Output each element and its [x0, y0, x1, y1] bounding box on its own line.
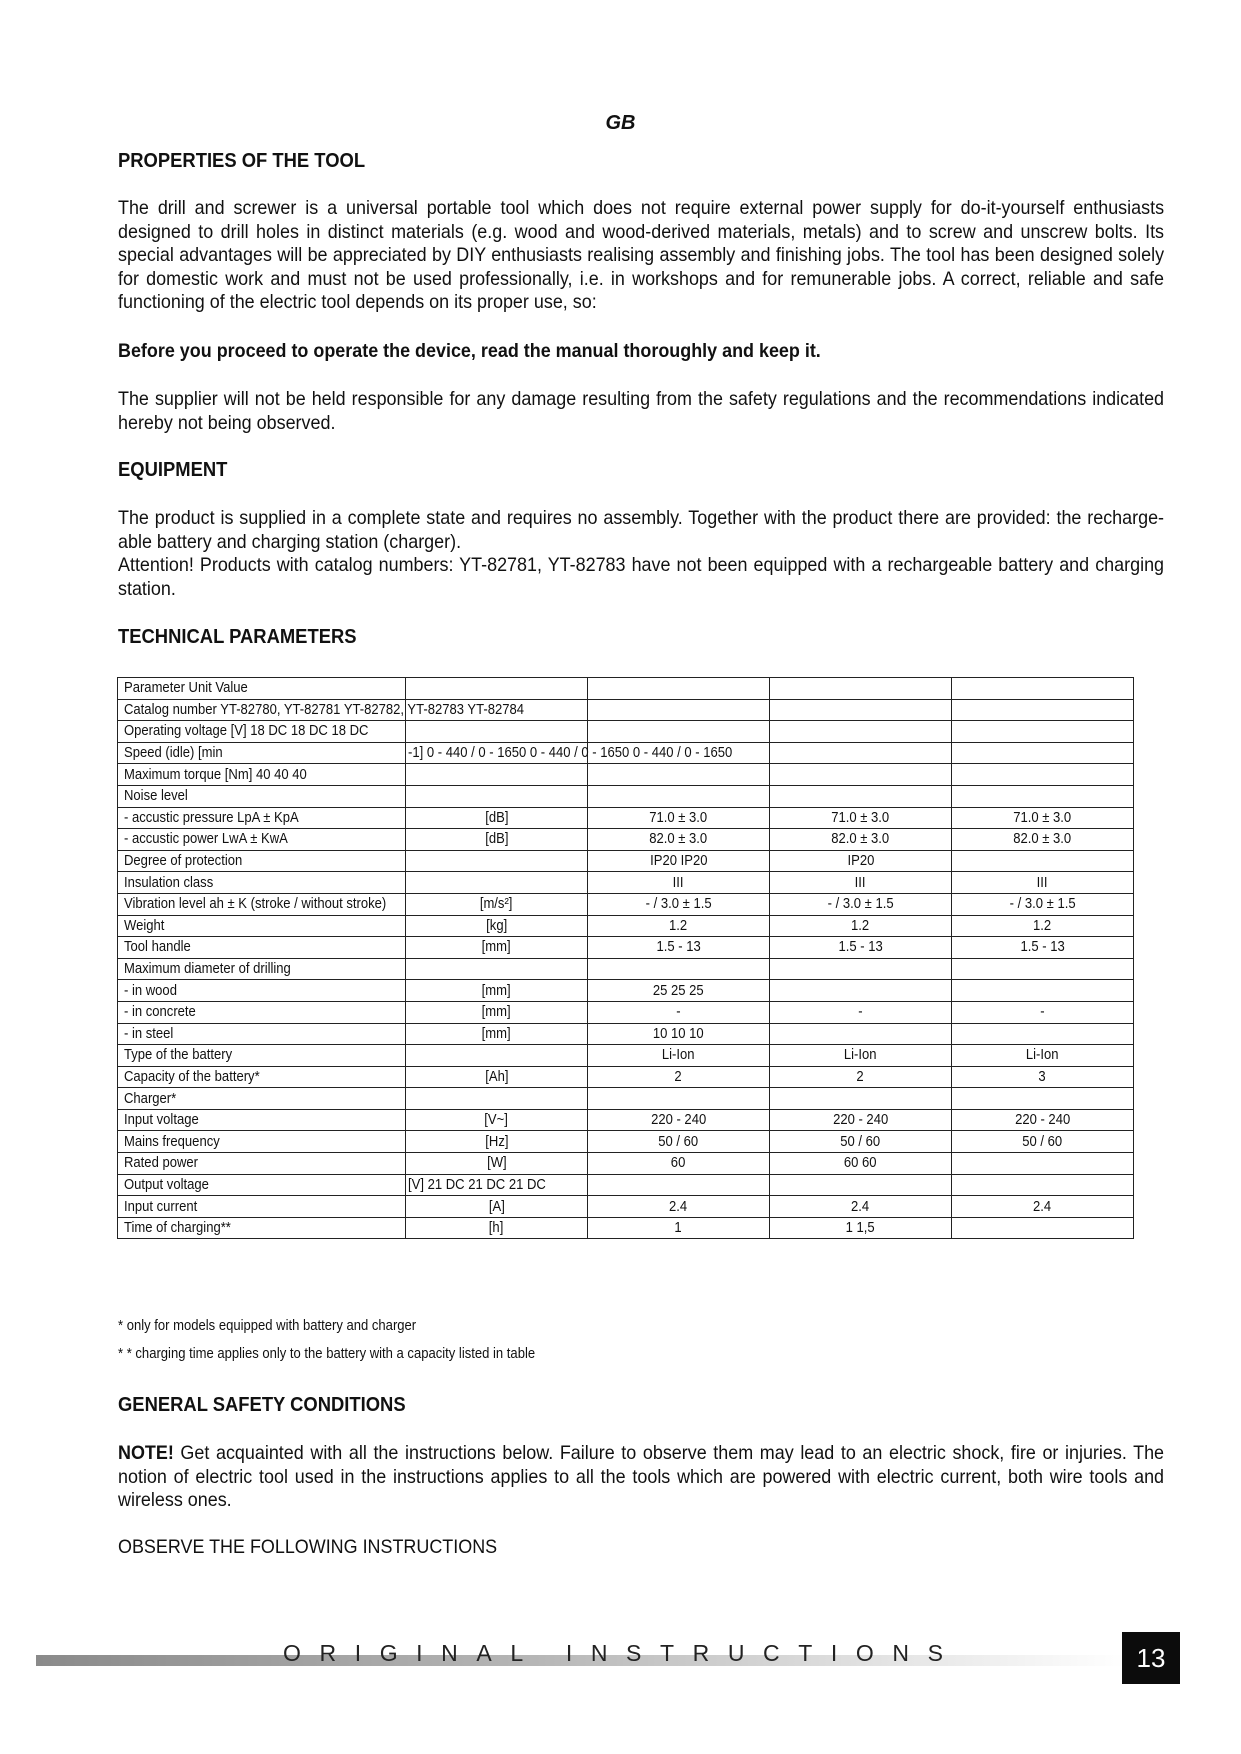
cell-text: [mm]: [482, 1004, 511, 1021]
table-cell-unit: [406, 1131, 588, 1153]
cell-text: [h]: [489, 1220, 504, 1237]
table-cell-v3: [952, 764, 1134, 786]
table-cell-param: [118, 742, 406, 764]
cell-text: Speed (idle) [min: [124, 745, 223, 762]
table-cell-v2: [770, 1153, 952, 1175]
cell-text: -: [676, 1004, 681, 1021]
table-cell-unit: [406, 850, 588, 872]
cell-text: III: [673, 874, 684, 891]
equipment-body: The product is supplied in a complete state and requires no assembly. Together with the product there are provided: the recharge-able battery and charging station (charger).: [118, 507, 1165, 553]
table-row: [118, 1045, 1134, 1067]
table-cell-unit: [406, 1001, 588, 1023]
table-cell-v1: [588, 1045, 770, 1067]
cell-text: 1.5 - 13: [656, 939, 701, 956]
table-cell-param: [118, 678, 406, 700]
footnote-charging-time: * * charging time applies only to the battery with a capacity listed in table: [118, 1346, 536, 1362]
table-cell-v1: [588, 1217, 770, 1239]
table-cell-unit: [406, 678, 588, 700]
table-cell-unit: [406, 764, 588, 786]
cell-text: 1: [674, 1220, 683, 1237]
table-row: [118, 1023, 1134, 1045]
cell-text: 50 / 60: [1022, 1133, 1063, 1150]
table-row: [118, 721, 1134, 743]
table-cell-v3: [952, 1153, 1134, 1175]
cell-text: Rated power: [124, 1155, 198, 1172]
table-cell-v2: [770, 937, 952, 959]
observe-instructions: OBSERVE THE FOLLOWING INSTRUCTIONS: [118, 1536, 498, 1558]
table-cell-param: [118, 1131, 406, 1153]
cell-text: 2.4: [669, 1198, 688, 1215]
heading-technical-parameters: TECHNICAL PARAMETERS: [118, 626, 357, 648]
table-cell-unit: [406, 893, 588, 915]
supplier-disclaimer: The supplier will not be held responsible for any damage resulting from the safety regulations and the recommendations indicated hereby not being observed.: [118, 388, 1165, 434]
table-cell-v1: [588, 785, 770, 807]
cell-text: [kg]: [485, 917, 508, 934]
cell-text: Operating voltage [V] 18 DC 18 DC 18 DC: [124, 723, 369, 740]
cell-text: [Ah]: [484, 1068, 509, 1085]
table-cell-unit: [406, 807, 588, 829]
table-cell-v3: [952, 872, 1134, 894]
cell-text: [dB]: [484, 809, 509, 826]
table-cell-v2: [770, 1109, 952, 1131]
cell-text: -1] 0 - 440 / 0 - 1650 0 - 440 / 0 - 1650 0 - 440 / 0 - 1650: [408, 745, 733, 762]
table-cell-v2: [770, 1066, 952, 1088]
table-cell-v1: [588, 893, 770, 915]
cell-text: Maximum torque [Nm] 40 40 40: [124, 766, 307, 783]
table-cell-unit: [406, 980, 588, 1002]
cell-text: - / 3.0 ± 1.5: [645, 896, 712, 913]
cell-text: Mains frequency: [124, 1133, 220, 1150]
table-cell-v1: [588, 1131, 770, 1153]
table-cell-unit: [406, 937, 588, 959]
table-cell-v2: [770, 893, 952, 915]
table-row: [118, 980, 1134, 1002]
cell-text: 2: [674, 1068, 683, 1085]
cell-text: Time of charging**: [124, 1220, 231, 1237]
table-cell-v1: [588, 807, 770, 829]
table-cell-v1: [588, 699, 770, 721]
cell-text: 71.0 ± 3.0: [649, 809, 708, 826]
cell-text: Weight: [124, 917, 165, 934]
cell-text: 2.4: [851, 1198, 870, 1215]
cell-text: 220 - 240: [832, 1112, 889, 1129]
table-cell-v2: [770, 1131, 952, 1153]
table-cell-v2: [770, 1217, 952, 1239]
table-cell-param: [118, 721, 406, 743]
cell-text: Capacity of the battery*: [124, 1068, 260, 1085]
table-cell-v3: [952, 1174, 1134, 1196]
table-cell-param: [118, 1023, 406, 1045]
table-cell-param: [118, 764, 406, 786]
table-cell-v1: [588, 1174, 770, 1196]
table-cell-v1: [588, 678, 770, 700]
page-number: 13: [1122, 1632, 1180, 1684]
table-row: [118, 1217, 1134, 1239]
cell-text: 2: [856, 1068, 865, 1085]
cell-text: 1.5 - 13: [838, 939, 883, 956]
table-cell-param: [118, 785, 406, 807]
cell-text: [A]: [488, 1198, 505, 1215]
table-row: [118, 1066, 1134, 1088]
table-cell-v2: [770, 1045, 952, 1067]
table-cell-unit: [406, 1109, 588, 1131]
table-row: [118, 699, 1134, 721]
table-cell-v2: [770, 1001, 952, 1023]
table-row: [118, 872, 1134, 894]
table-cell-v3: [952, 742, 1134, 764]
cell-text: 82.0 ± 3.0: [1013, 831, 1072, 848]
table-cell-v2: [770, 850, 952, 872]
cell-text: - accustic pressure LpA ± KpA: [124, 809, 299, 826]
table-cell-v2: [770, 1088, 952, 1110]
cell-text: Type of the battery: [124, 1047, 233, 1064]
table-cell-param: [118, 980, 406, 1002]
table-cell-v2: [770, 829, 952, 851]
table-cell-v3: [952, 699, 1134, 721]
table-cell-v3: [952, 1023, 1134, 1045]
cell-text: Input current: [124, 1198, 198, 1215]
table-cell-v2: [770, 785, 952, 807]
footer-original-instructions: ORIGINAL INSTRUCTIONS: [283, 1640, 962, 1666]
table-cell-param: [118, 1088, 406, 1110]
cell-text: -: [858, 1004, 863, 1021]
table-cell-param: [118, 829, 406, 851]
table-cell-v3: [952, 958, 1134, 980]
cell-text: Input voltage: [124, 1112, 199, 1129]
table-cell-v1: [588, 829, 770, 851]
table-cell-v1: [588, 850, 770, 872]
table-cell-param: [118, 1045, 406, 1067]
cell-text: Charger*: [124, 1090, 177, 1107]
table-cell-unit: [406, 1066, 588, 1088]
equipment-attention: Attention! Products with catalog numbers: YT-82781, YT-82783 have not been equipped with a rechargeable battery and charging station.: [118, 554, 1165, 600]
table-cell-param: [118, 893, 406, 915]
table-cell-unit: [406, 829, 588, 851]
cell-text: - in wood: [124, 982, 177, 999]
table-cell-param: [118, 1196, 406, 1218]
cell-text: [mm]: [482, 1025, 511, 1042]
table-cell-v3: [952, 678, 1134, 700]
table-cell-unit: [406, 742, 733, 764]
cell-text: [W]: [486, 1155, 507, 1172]
table-cell-param: [118, 1066, 406, 1088]
table-cell-unit: [406, 785, 588, 807]
table-cell-v2: [770, 699, 952, 721]
table-cell-v3: [952, 829, 1134, 851]
table-row: [118, 1109, 1134, 1131]
cell-text: [V] 21 DC 21 DC 21 DC: [408, 1176, 546, 1193]
table-cell-unit: [406, 958, 588, 980]
note-label: NOTE!: [118, 1442, 174, 1464]
table-cell-v2: [770, 915, 952, 937]
cell-text: [dB]: [484, 831, 509, 848]
table-cell-v1: [588, 958, 770, 980]
cell-text: 1.2: [851, 917, 870, 934]
table-cell-v1: [588, 872, 770, 894]
heading-general-safety: GENERAL SAFETY CONDITIONS: [118, 1394, 406, 1416]
cell-text: Tool handle: [124, 939, 191, 956]
table-cell-unit: [406, 1023, 588, 1045]
table-cell-v2: [770, 1174, 952, 1196]
cell-text: 71.0 ± 3.0: [1013, 809, 1072, 826]
table-cell-v3: [952, 1045, 1134, 1067]
table-row: [118, 764, 1134, 786]
table-cell-param: [118, 915, 406, 937]
table-cell-unit: [406, 872, 588, 894]
cell-text: Catalog number YT-82780, YT-82781 YT-82782, YT-82783 YT-82784: [124, 701, 525, 718]
cell-text: - in steel: [124, 1025, 174, 1042]
table-cell-param: [118, 958, 406, 980]
cell-text: 50 / 60: [658, 1133, 699, 1150]
table-cell-param: [118, 850, 406, 872]
cell-text: 1.2: [1033, 917, 1052, 934]
table-cell-v2: [770, 1023, 952, 1045]
table-cell-param: [118, 1217, 406, 1239]
table-cell-unit: [406, 1088, 588, 1110]
heading-equipment: EQUIPMENT: [118, 459, 228, 481]
table-cell-v1: [588, 1196, 770, 1218]
cell-text: 220 - 240: [650, 1112, 707, 1129]
table-cell-v3: [952, 1109, 1134, 1131]
table-cell-param: [118, 1001, 406, 1023]
cell-text: Vibration level ah ± K (stroke / without stroke): [124, 896, 387, 913]
table-cell-param: [118, 937, 406, 959]
table-cell-v2: [770, 807, 952, 829]
table-cell-v1: [588, 1023, 770, 1045]
cell-text: - accustic power LwA ± KwA: [124, 831, 288, 848]
cell-text: 1.5 - 13: [1020, 939, 1065, 956]
table-row: [118, 807, 1134, 829]
cell-text: 220 - 240: [1014, 1112, 1071, 1129]
cell-text: [m/s²]: [480, 896, 513, 913]
cell-text: 82.0 ± 3.0: [649, 831, 708, 848]
table-cell-v3: [952, 893, 1134, 915]
table-cell-v1: [588, 980, 770, 1002]
table-cell-v2: [770, 678, 952, 700]
cell-text: Insulation class: [124, 874, 214, 891]
table-row: [118, 915, 1134, 937]
table-cell-v1: [588, 915, 770, 937]
table-cell-unit: [406, 1045, 588, 1067]
cell-text: Output voltage: [124, 1176, 209, 1193]
cell-text: Li-Ion: [662, 1047, 695, 1064]
table-cell-v3: [952, 1217, 1134, 1239]
cell-text: 10 10 10: [653, 1025, 704, 1042]
table-row: [118, 937, 1134, 959]
cell-text: Noise level: [124, 788, 188, 805]
cell-text: 82.0 ± 3.0: [831, 831, 890, 848]
table-cell-v2: [770, 764, 952, 786]
table-row: [118, 1001, 1134, 1023]
table-cell-v3: [952, 721, 1134, 743]
cell-text: 60: [671, 1155, 686, 1172]
cell-text: IP20: [847, 853, 874, 870]
table-cell-unit: [406, 1174, 588, 1196]
table-cell-v3: [952, 807, 1134, 829]
cell-text: 50 / 60: [840, 1133, 881, 1150]
table-cell-unit: [406, 721, 588, 743]
table-row: [118, 893, 1134, 915]
cell-text: Li-Ion: [1026, 1047, 1059, 1064]
cell-text: Li-Ion: [844, 1047, 877, 1064]
table-cell-v3: [952, 1196, 1134, 1218]
heading-properties: PROPERTIES OF THE TOOL: [118, 150, 366, 172]
cell-text: IP20 IP20: [649, 853, 708, 870]
language-code: GB: [605, 112, 636, 134]
footnote-charger: * only for models equipped with battery and charger: [118, 1318, 417, 1334]
table-cell-v1: [588, 764, 770, 786]
table-cell-v3: [952, 850, 1134, 872]
table-cell-unit: [406, 1196, 588, 1218]
table-row: [118, 1088, 1134, 1110]
cell-text: Degree of protection: [124, 853, 243, 870]
table-cell-param: [118, 1174, 406, 1196]
table-cell-v2: [770, 958, 952, 980]
cell-text: Parameter Unit Value: [124, 680, 248, 697]
table-cell-param: [118, 699, 525, 721]
table-row: [118, 958, 1134, 980]
table-cell-v3: [952, 980, 1134, 1002]
table-cell-v1: [588, 721, 770, 743]
cell-text: Maximum diameter of drilling: [124, 961, 291, 978]
cell-text: 25 25 25: [653, 982, 704, 999]
table-cell-unit: [406, 915, 588, 937]
cell-text: 2.4: [1033, 1198, 1052, 1215]
cell-text: 71.0 ± 3.0: [831, 809, 890, 826]
table-cell-param: [118, 807, 406, 829]
note-body: Get acquainted with all the instructions below. Failure to observe them may lead to an electric shock, fire or injuries. The notion of electric tool used in the instructions applies to all the tools which are powered with electric current, both wire tools and wireless ones.: [118, 1442, 1165, 1511]
cell-text: [mm]: [482, 939, 511, 956]
cell-text: [Hz]: [484, 1133, 509, 1150]
table-cell-v3: [952, 1066, 1134, 1088]
table-cell-v1: [588, 1001, 770, 1023]
properties-body: The drill and screwer is a universal portable tool which does not require external power supply for do-it-yourself enthusiasts designed to drill holes in distinct materials (e.g. wood and wood-derived materials, metals) and to screw and unscrew bolts. Its special advantages will be appreciated by DIY enthusiasts realising assembly and finishing jobs. The tool has been designed solely for domestic work and must not be used professionally, i.e. in workshops and for remunerable jobs. A correct, reliable and safe functioning of the electric tool depends on its proper use, so:: [118, 197, 1165, 313]
cell-text: III: [855, 874, 866, 891]
table-cell-v2: [770, 1196, 952, 1218]
table-cell-v3: [952, 785, 1134, 807]
table-cell-unit: [406, 1153, 588, 1175]
cell-text: 60 60: [844, 1155, 877, 1172]
table-cell-v3: [952, 1131, 1134, 1153]
safety-note: [118, 1442, 1164, 1513]
table-cell-v2: [770, 980, 952, 1002]
table-cell-unit: [406, 1217, 588, 1239]
table-cell-param: [118, 1109, 406, 1131]
cell-text: 1.2: [669, 917, 688, 934]
table-row: [118, 742, 1134, 764]
table-cell-v2: [770, 872, 952, 894]
cell-text: [V~]: [484, 1112, 509, 1129]
table-cell-v1: [588, 1088, 770, 1110]
table-cell-v2: [770, 721, 952, 743]
table-row: [118, 1131, 1134, 1153]
table-row: [118, 1174, 1134, 1196]
table-cell-v2: [770, 742, 952, 764]
technical-parameters-table: [117, 677, 1134, 1239]
cell-text: 1 1,5: [845, 1220, 876, 1237]
table-cell-v1: [588, 1066, 770, 1088]
table-cell-v3: [952, 937, 1134, 959]
table-row: [118, 678, 1134, 700]
table-row: [118, 1196, 1134, 1218]
table-cell-v3: [952, 1001, 1134, 1023]
manual-warning: Before you proceed to operate the device, read the manual thoroughly and keep it.: [118, 340, 821, 362]
table-row: [118, 785, 1134, 807]
table-cell-v1: [588, 937, 770, 959]
table-cell-param: [118, 872, 406, 894]
table-row: [118, 829, 1134, 851]
table-cell-param: [118, 1153, 406, 1175]
cell-text: III: [1037, 874, 1048, 891]
cell-text: - in concrete: [124, 1004, 196, 1021]
cell-text: -: [1040, 1004, 1045, 1021]
cell-text: 3: [1038, 1068, 1047, 1085]
cell-text: - / 3.0 ± 1.5: [1009, 896, 1076, 913]
table-cell-v1: [588, 1153, 770, 1175]
table-cell-v1: [588, 1109, 770, 1131]
table-cell-v3: [952, 915, 1134, 937]
table-cell-v3: [952, 1088, 1134, 1110]
table-row: [118, 850, 1134, 872]
cell-text: [mm]: [482, 982, 511, 999]
table-row: [118, 1153, 1134, 1175]
cell-text: - / 3.0 ± 1.5: [827, 896, 894, 913]
